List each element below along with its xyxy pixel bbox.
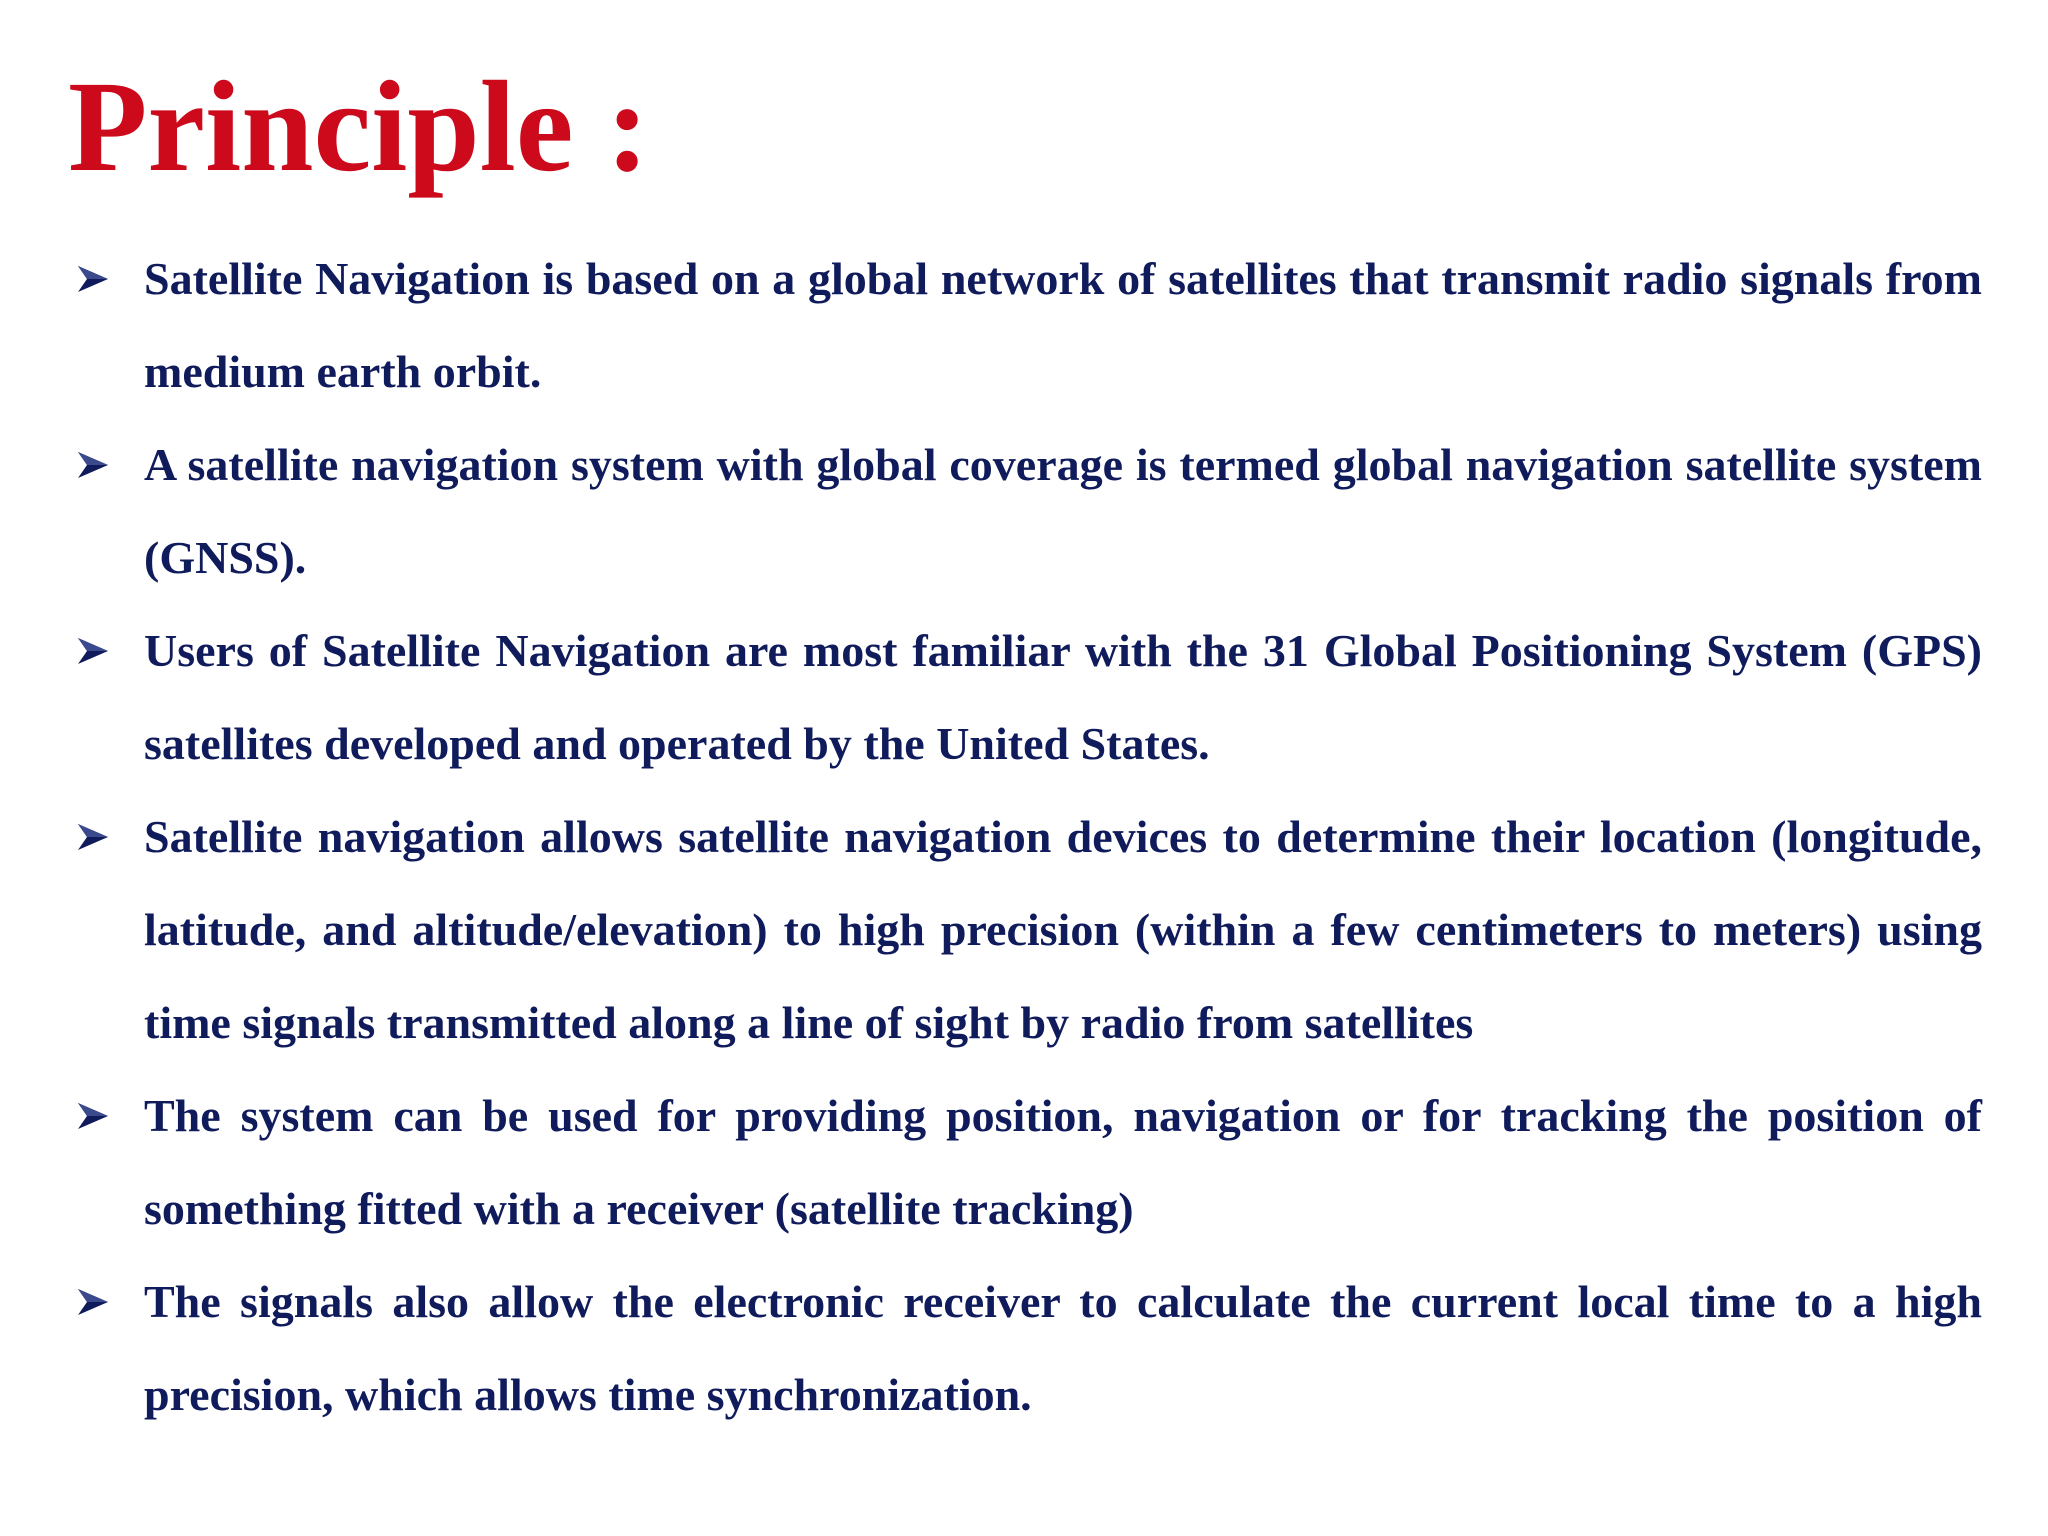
bullet-text: The signals also allow the electronic receiver to calculate the current local time to a high precision, which allows time synchronization. [144,1276,1982,1420]
bullet-item [76,1255,1982,1441]
arrow-bullet-icon [76,790,144,883]
bullet-item [76,1069,1982,1255]
bullet-list [76,232,1982,1441]
arrow-bullet-icon [76,1069,144,1162]
bullet-text: A satellite navigation system with global coverage is termed global navigation satellite system (GNSS). [144,439,1982,583]
slide-title: Principle : [68,55,650,199]
bullet-text: The system can be used for providing position, navigation or for tracking the position of something fitted with a receiver (satellite tracking) [144,1090,1982,1234]
bullet-text: Satellite navigation allows satellite navigation devices to determine their location (longitude, latitude, and altitude/elevation) to high precision (within a few centimeters to meters) using time signals transmitted along a line of sight by radio from satellites [144,811,1982,1048]
arrow-bullet-icon [76,1255,144,1348]
bullet-item [76,418,1982,604]
bullet-item [76,604,1982,790]
bullet-text: Users of Satellite Navigation are most familiar with the 31 Global Positioning System (GPS) satellites developed and operated by the United States. [144,625,1982,769]
bullet-text: Satellite Navigation is based on a global network of satellites that transmit radio signals from medium earth orbit. [144,253,1982,397]
arrow-bullet-icon [76,418,144,511]
arrow-bullet-icon [76,232,144,325]
bullet-item [76,790,1982,1069]
arrow-bullet-icon [76,604,144,697]
bullet-item [76,232,1982,418]
